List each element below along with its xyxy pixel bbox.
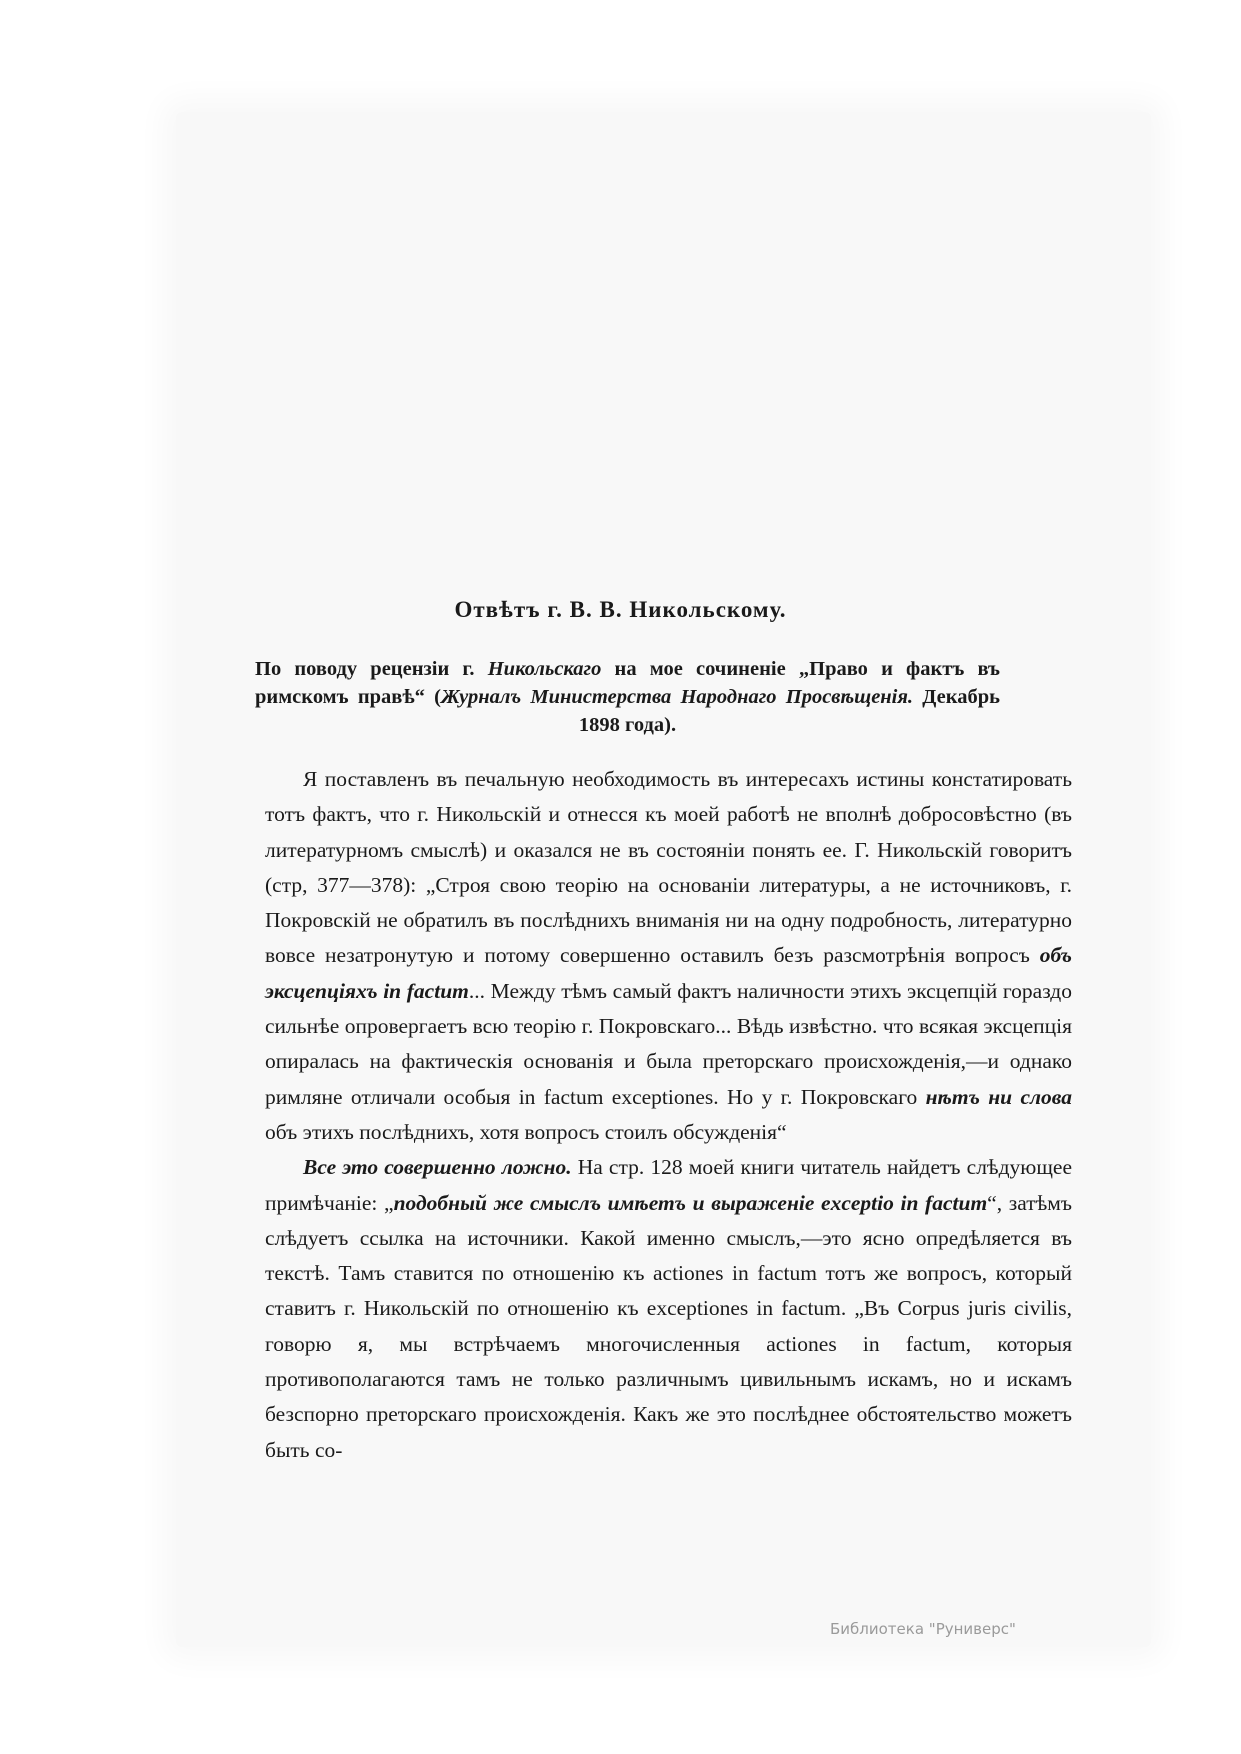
subtitle-text-3: Декабрь 1898 года). [578,686,1000,736]
watermark: Библиотека "Руниверс" [830,1620,1016,1638]
page-title: Отвѣтъ г. В. В. Никольскому. [454,597,787,622]
paragraph-2-italic-a: Все это совершенно ложно. [303,1155,572,1180]
subtitle-text-2: на мое сочиненіе „Право и фактъ въ римскомъ правѣ“ ( [255,658,1000,708]
paragraph-1-text-c: объ этихъ послѣднихъ, хотя вопросъ стоилъ обсужденія“ [265,1119,787,1144]
paragraph-1-text-a: Я поставленъ въ печальную необходимость въ интересахъ истины констатировать тотъ фактъ, что г. Никольскій и отнесся къ моей работѣ не вполнѣ добросовѣстно (въ литературномъ смыслѣ) и оказался не въ состояніи понять ее. Г. Никольскій говоритъ (стр, 377—378): „Строя свою теорію на основаніи литературы, а не источниковъ, г. Покровскій не обратилъ въ послѣднихъ вниманія ни на одну подробность, литературно вовсе незатронутую и потому совершенно оставилъ безъ разсмотрѣнія вопросъ [265,767,1072,968]
paragraph-2-text-a: На стр. 128 моей книги читатель найдетъ слѣдующее примѣчаніе: „ [265,1155,1072,1215]
paragraph-1-italic-a: объ эксцепціяхъ in factum [265,943,1072,1003]
subtitle-text-1: По поводу рецензіи г. [255,658,488,680]
subtitle-journal: Журналъ Министерства Народнаго Просвѣщенія. [440,686,914,708]
subtitle [255,655,1000,739]
subtitle-name: Никольскаго [487,658,602,680]
paragraph-1-italic-b: нѣтъ ни слова [925,1084,1072,1109]
paragraph-2-text-b: “, затѣмъ слѣдуетъ ссылка на источники. Какой именно смыслъ,—это ясно опредѣляется въ текстѣ. Тамъ ставится по отношенію къ actiones in factum тотъ же вопросъ, который ставитъ г. Никольскій по отношенію къ exceptiones in factum. „Въ Corpus juris civilis, говорю я, мы встрѣчаемъ многочисленныя actiones in factum, которыя противополагаются тамъ не только различнымъ цивильнымъ искамъ, но и искамъ безспорно преторскаго происхожденія. Какъ же это послѣднее обстоятельство можетъ быть со- [265,1190,1072,1462]
paragraph-1-text-b: ... Между тѣмъ самый фактъ наличности этихъ эксцепцій гораздо сильнѣе опровергаетъ всю теорію г. Покровскаго... Вѣдь извѣстно. что всякая эксцепція опиралась на фактическія основанія и была преторскаго происхожденія,—и однако римляне отличали особыя in factum exceptiones. Но у г. Покровскаго [265,978,1072,1109]
body-text [265,762,1072,1468]
paragraph-1 [265,762,1072,1150]
paragraph-2-italic-b: подобный же смыслъ имѣетъ и выраженіе exceptio in factum [393,1190,988,1215]
paragraph-2 [265,1150,1072,1468]
